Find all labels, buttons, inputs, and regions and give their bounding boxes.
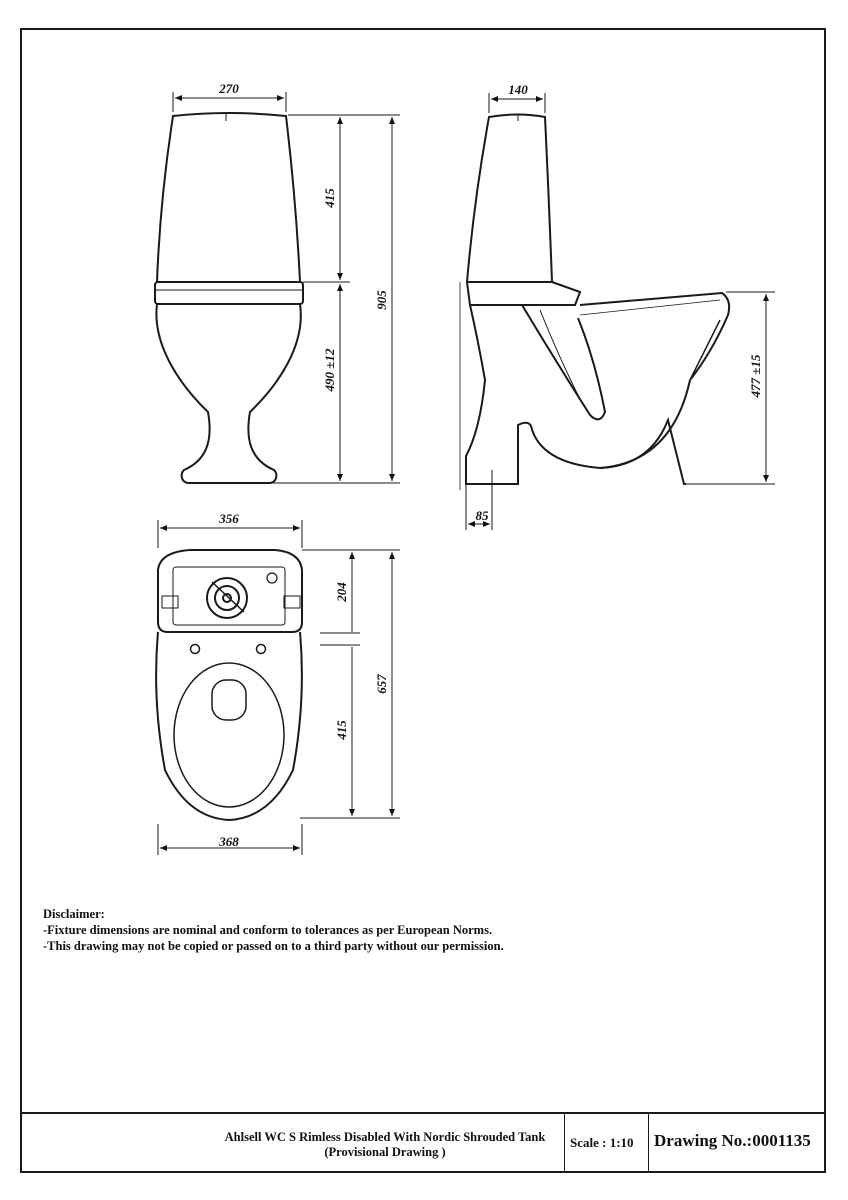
top-bowl xyxy=(156,632,302,820)
dim-bowl-height: 490 ±12 xyxy=(322,348,337,392)
top-bowl-opening xyxy=(174,663,284,807)
top-dimensions xyxy=(158,520,400,855)
scale-label: Scale : 1:10 xyxy=(570,1135,634,1150)
disclaimer-line-2: -This drawing may not be copied or passed on to a third party without our permission. xyxy=(43,939,504,953)
side-view xyxy=(466,114,729,484)
title-block-divider xyxy=(564,1114,565,1173)
drawing-number: Drawing No.:0001135 xyxy=(654,1131,811,1150)
front-view xyxy=(155,113,303,483)
dim-side-height: 477 ±15 xyxy=(748,354,763,398)
top-view xyxy=(156,550,302,820)
flush-button-icon xyxy=(207,578,247,618)
front-lid-band xyxy=(155,282,303,304)
dim-top-width: 356 xyxy=(219,511,239,526)
dim-total-depth: 657 xyxy=(374,674,389,694)
disclaimer-block xyxy=(43,906,743,954)
top-bowl-outlet xyxy=(212,680,246,720)
dim-side-depth: 140 xyxy=(508,82,528,97)
dim-tank-height: 415 xyxy=(322,188,337,208)
disclaimer-line-1: -Fixture dimensions are nominal and conform to tolerances as per European Norms. xyxy=(43,923,493,937)
front-tank xyxy=(157,113,300,282)
title-block xyxy=(20,1112,826,1173)
dim-total-height: 905 xyxy=(374,290,389,310)
dim-front-width: 270 xyxy=(219,81,239,96)
seat-hinge-left-icon xyxy=(191,645,200,654)
side-trap xyxy=(522,305,605,419)
dim-outlet-offset: 85 xyxy=(475,508,489,523)
disclaimer-heading: Disclaimer: xyxy=(43,907,105,921)
dim-bottom-width: 368 xyxy=(219,834,239,849)
side-bowl-rim xyxy=(580,293,729,380)
drawing-title xyxy=(190,1130,580,1160)
title-block-divider xyxy=(648,1114,649,1173)
top-tank xyxy=(158,550,302,632)
front-dimensions xyxy=(173,92,400,483)
dim-bowl-depth: 415 xyxy=(334,720,349,740)
front-bowl xyxy=(156,304,300,483)
drawing-title-line-1: Ahlsell WC S Rimless Disabled With Nordic Shrouded Tank xyxy=(224,1130,546,1144)
drawing-title-line-2: (Provisional Drawing ) xyxy=(324,1145,446,1159)
seat-hinge-right-icon xyxy=(257,645,266,654)
side-tank xyxy=(467,115,552,283)
dim-tank-depth: 204 xyxy=(334,582,349,602)
